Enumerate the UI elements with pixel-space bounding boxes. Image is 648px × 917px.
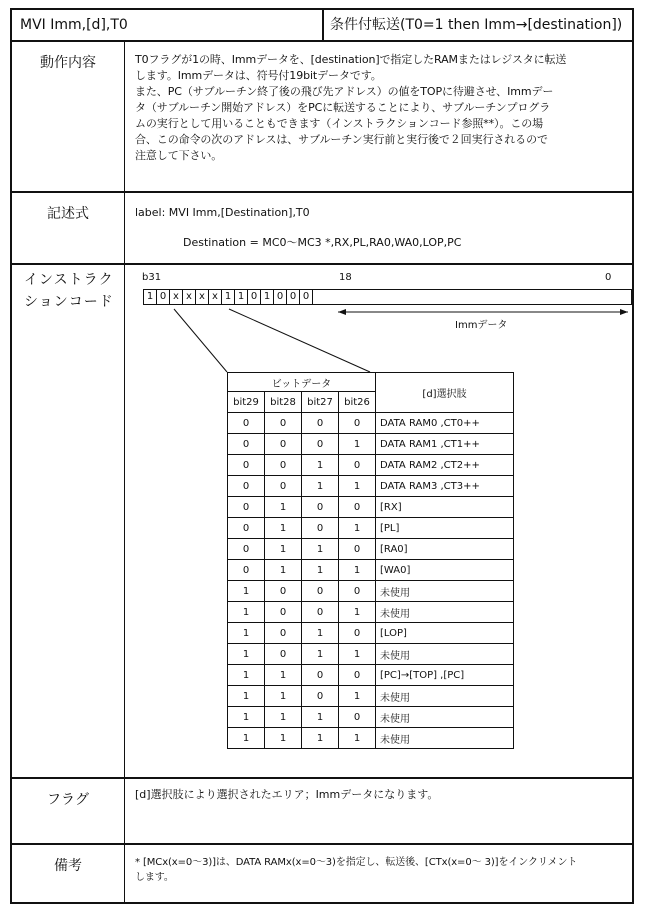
bit-cell: 0 [286, 289, 300, 305]
table-row [228, 644, 514, 665]
destination-cell: [PL] [376, 518, 514, 539]
bit-value-cell: 1 [228, 644, 265, 665]
table-row [228, 728, 514, 749]
bit-value-cell: 0 [339, 413, 376, 434]
bit-value-cell: 0 [228, 455, 265, 476]
bit-value-cell: 1 [302, 728, 339, 749]
flag-label: フラグ [12, 779, 125, 843]
bit-value-cell: 1 [265, 728, 302, 749]
bit-value-cell: 0 [302, 686, 339, 707]
bit-value-cell: 1 [339, 434, 376, 455]
bit-value-cell: 0 [339, 665, 376, 686]
bit-value-cell: 1 [228, 707, 265, 728]
bit-value-cell: 1 [302, 623, 339, 644]
select-header: [d]選択肢 [376, 373, 514, 413]
table-row [228, 686, 514, 707]
operation-line: タ（サブルーチン開始アドレス）をPCに転送することにより、サブルーチンプログラ [135, 101, 551, 114]
table-row [228, 665, 514, 686]
bit-value-cell: 1 [302, 644, 339, 665]
bit-value-cell: 1 [228, 602, 265, 623]
bit-cell: 1 [234, 289, 248, 305]
table-row [228, 707, 514, 728]
bit-value-cell: 0 [339, 581, 376, 602]
destination-cell: 未使用 [376, 581, 514, 602]
bit-cell: 1 [143, 289, 157, 305]
operation-line: T0フラグが1の時、Immデータを、[destination]で指定したRAMまたはレジスタに転送 [135, 53, 567, 66]
bit-value-cell: 1 [302, 560, 339, 581]
bit-value-cell: 0 [265, 476, 302, 497]
bit-value-cell: 1 [302, 707, 339, 728]
bit-value-cell: 0 [265, 644, 302, 665]
connector-right [229, 309, 370, 372]
destination-cell: DATA RAM3 ,CT3++ [376, 476, 514, 497]
notes-line: します。 [135, 872, 174, 883]
table-row [228, 434, 514, 455]
syntax-line-1: label: MVI Imm,[Destination],T0 [135, 206, 310, 219]
bit-value-cell: 0 [302, 413, 339, 434]
bit-value-cell: 0 [228, 497, 265, 518]
bit-18-label: 18 [339, 272, 352, 283]
table-row [228, 497, 514, 518]
instruction-code-label-line2: ションコード [24, 294, 114, 310]
bit-value-cell: 0 [302, 518, 339, 539]
bit-value-cell: 1 [265, 707, 302, 728]
bit-value-cell: 1 [265, 518, 302, 539]
flag-text: [d]選択肢により選択されたエリア；Immデータになります。 [135, 788, 439, 801]
imm-data-label: Immデータ [455, 320, 508, 331]
destination-cell: DATA RAM0 ,CT0++ [376, 413, 514, 434]
bit-value-cell: 0 [265, 434, 302, 455]
bit-cell: x [208, 289, 222, 305]
bit-value-cell: 1 [302, 476, 339, 497]
destination-cell: 未使用 [376, 644, 514, 665]
destination-cell: [WA0] [376, 560, 514, 581]
bit-value-cell: 0 [302, 602, 339, 623]
column-header: bit26 [339, 392, 376, 413]
bit-value-cell: 1 [265, 560, 302, 581]
destination-cell: DATA RAM2 ,CT2++ [376, 455, 514, 476]
syntax-label: 記述式 [12, 193, 125, 263]
bit-value-cell: 1 [265, 539, 302, 560]
bit-value-cell: 1 [228, 728, 265, 749]
destination-cell: [RX] [376, 497, 514, 518]
imm-arrow-left-head [338, 309, 346, 315]
column-header: bit29 [228, 392, 265, 413]
destination-cell: DATA RAM1 ,CT1++ [376, 434, 514, 455]
table-row [228, 476, 514, 497]
bit-value-cell: 0 [302, 497, 339, 518]
table-row [228, 602, 514, 623]
table-row [228, 455, 514, 476]
table-body [228, 413, 514, 749]
bit-value-cell: 1 [339, 476, 376, 497]
bit-value-cell: 1 [339, 728, 376, 749]
destination-cell: [PC]→[TOP] ,[PC] [376, 665, 514, 686]
bit-value-cell: 0 [228, 434, 265, 455]
notes-label: 備考 [12, 845, 125, 902]
bit-value-cell: 1 [302, 455, 339, 476]
operation-line: 合、この命令の次のアドレスは、サブルーチン実行前と実行後で２回実行されるので [135, 133, 548, 146]
bit-value-cell: 0 [265, 581, 302, 602]
destination-cell: 未使用 [376, 686, 514, 707]
table-row [228, 413, 514, 434]
bit-cell: 0 [156, 289, 170, 305]
bit-value-cell: 0 [302, 665, 339, 686]
instruction-code-label-line1: インストラク [24, 272, 114, 288]
table-header-row [228, 373, 514, 392]
column-header: bit28 [265, 392, 302, 413]
operation-line: ムの実行として用いることもできます（インストラクションコード参照**）。この場 [135, 117, 544, 130]
syntax-line-2: Destination = MC0～MC3 *,RX,PL,RA0,WA0,LOP,PC [183, 236, 462, 249]
bit-value-cell: 1 [228, 665, 265, 686]
bit-value-cell: 0 [339, 707, 376, 728]
bit-value-cell: 1 [228, 686, 265, 707]
bit-value-cell: 0 [339, 539, 376, 560]
bit-value-cell: 1 [265, 665, 302, 686]
table-row [228, 539, 514, 560]
operation-line: 注意して下さい。 [135, 149, 223, 162]
bit-value-cell: 1 [339, 644, 376, 665]
column-header: bit27 [302, 392, 339, 413]
bit-value-cell: 0 [265, 413, 302, 434]
operation-line: また、PC（サブルーチン終了後の飛び先アドレス）の値をTOPに待避させ、Immデー [135, 85, 554, 98]
bit-cell: x [195, 289, 209, 305]
destination-cell: 未使用 [376, 707, 514, 728]
bit-cell: x [169, 289, 183, 305]
bit-value-cell: 1 [265, 497, 302, 518]
destination-select-table [227, 372, 514, 749]
bit-value-cell: 0 [339, 497, 376, 518]
bit-value-cell: 1 [228, 581, 265, 602]
bit-cell: 1 [260, 289, 274, 305]
bit-31-label: b31 [142, 272, 162, 283]
instruction-name: MVI Imm,[d],T0 [12, 10, 324, 40]
bit-cell: 0 [299, 289, 313, 305]
bit-cell: 0 [273, 289, 287, 305]
bit-cell: 1 [221, 289, 235, 305]
bit-value-cell: 0 [265, 455, 302, 476]
bit-value-cell: 0 [265, 623, 302, 644]
operation-label: 動作内容 [12, 42, 125, 191]
destination-cell: [LOP] [376, 623, 514, 644]
bit-value-cell: 0 [228, 539, 265, 560]
bit-value-cell: 0 [302, 581, 339, 602]
notes-line: * [MCx(x=0～3)]は、DATA RAMx(x=0～3)を指定し、転送後、[CTx(x=0～ 3)]をインクリメント [135, 857, 578, 868]
bit-value-cell: 1 [265, 686, 302, 707]
table-row [228, 518, 514, 539]
instruction-summary: 条件付転送(T0=1 then Imm→[destination]) [330, 17, 623, 33]
bit-cell: 0 [247, 289, 261, 305]
bit-value-cell: 1 [339, 686, 376, 707]
destination-cell: 未使用 [376, 602, 514, 623]
bitdata-header: ビットデータ [228, 373, 376, 392]
bit-cell: x [182, 289, 196, 305]
imm-arrow-right-head [620, 309, 628, 315]
bit-value-cell: 0 [228, 518, 265, 539]
bit-value-cell: 1 [339, 518, 376, 539]
bit-value-cell: 0 [302, 434, 339, 455]
destination-cell: [RA0] [376, 539, 514, 560]
bit-value-cell: 0 [228, 560, 265, 581]
table-row [228, 581, 514, 602]
connector-left [174, 309, 227, 372]
destination-cell: 未使用 [376, 728, 514, 749]
operation-line: します。Immデータは、符号付19bitデータです。 [135, 69, 382, 82]
bit-value-cell: 0 [265, 602, 302, 623]
bit-value-cell: 0 [228, 413, 265, 434]
table-row [228, 623, 514, 644]
bit-value-cell: 1 [302, 539, 339, 560]
bit-value-cell: 1 [228, 623, 265, 644]
table-row [228, 560, 514, 581]
bit-value-cell: 0 [339, 623, 376, 644]
bit-value-cell: 1 [339, 560, 376, 581]
bit-value-cell: 0 [339, 455, 376, 476]
bit-value-cell: 1 [339, 602, 376, 623]
bit-0-label: 0 [605, 272, 612, 283]
bit-value-cell: 0 [228, 476, 265, 497]
